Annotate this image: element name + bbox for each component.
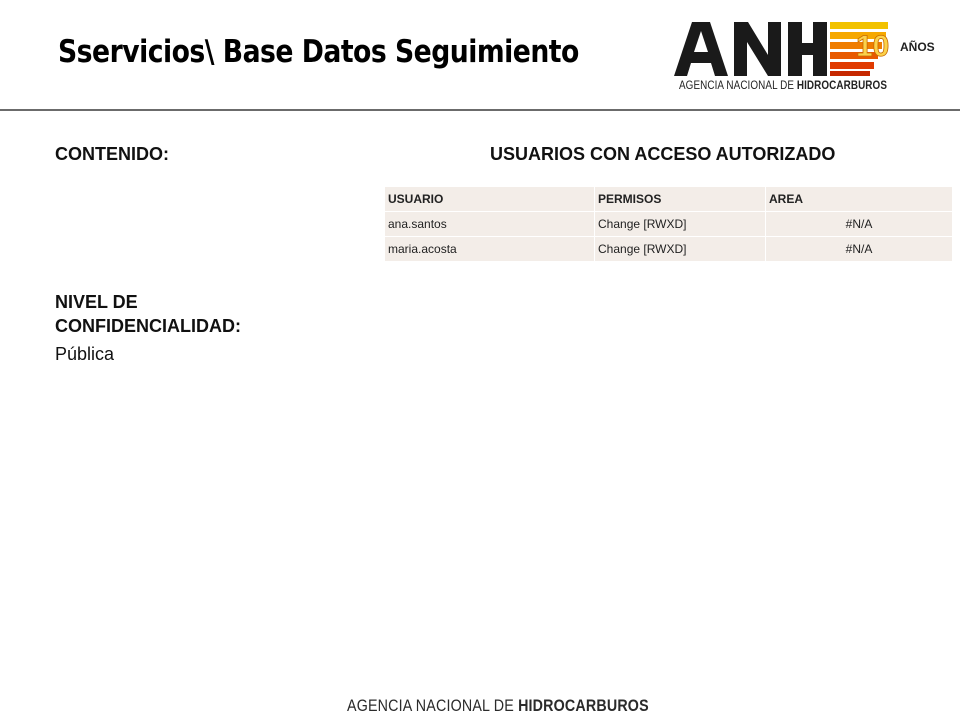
cell-permisos: Change [RWXD] <box>595 237 765 261</box>
page-title: Sservicios\ Base Datos Seguimiento <box>58 34 579 70</box>
table-row <box>385 212 952 236</box>
cell-permisos: Change [RWXD] <box>595 212 765 236</box>
access-table <box>384 186 953 262</box>
logo-years-label: AÑOS <box>900 40 935 54</box>
footer-text-regular: AGENCIA NACIONAL DE <box>347 696 519 715</box>
table-row <box>385 237 952 261</box>
confidentiality-label: NIVEL DE CONFIDENCIALIDAD: <box>55 292 241 336</box>
cell-usuario: maria.acosta <box>385 237 594 261</box>
cell-area: #N/A <box>766 212 952 236</box>
header-area: AREA <box>766 187 952 211</box>
footer-text-bold: HIDROCARBUROS <box>518 696 649 715</box>
header-usuario: USUARIO <box>385 187 594 211</box>
logo-caption-regular: AGENCIA NACIONAL DE <box>679 80 797 92</box>
anniversary-number <box>856 30 889 63</box>
access-heading: USUARIOS CON ACCESO AUTORIZADO <box>490 144 836 164</box>
table-header-row <box>385 187 952 211</box>
logo-caption-bold: HIDROCARBUROS <box>796 80 888 92</box>
header-divider <box>0 109 960 111</box>
header-permisos: PERMISOS <box>595 187 765 211</box>
svg-text:10: 10 <box>856 30 890 63</box>
logo-caption <box>679 80 887 92</box>
confidentiality-value: Pública <box>55 344 115 364</box>
footer-agency-name <box>347 696 649 716</box>
cell-usuario: ana.santos <box>385 212 594 236</box>
anh-logo <box>672 16 942 98</box>
contenido-label: CONTENIDO: <box>55 144 169 164</box>
anh-letters <box>674 22 827 76</box>
cell-area: #N/A <box>766 237 952 261</box>
